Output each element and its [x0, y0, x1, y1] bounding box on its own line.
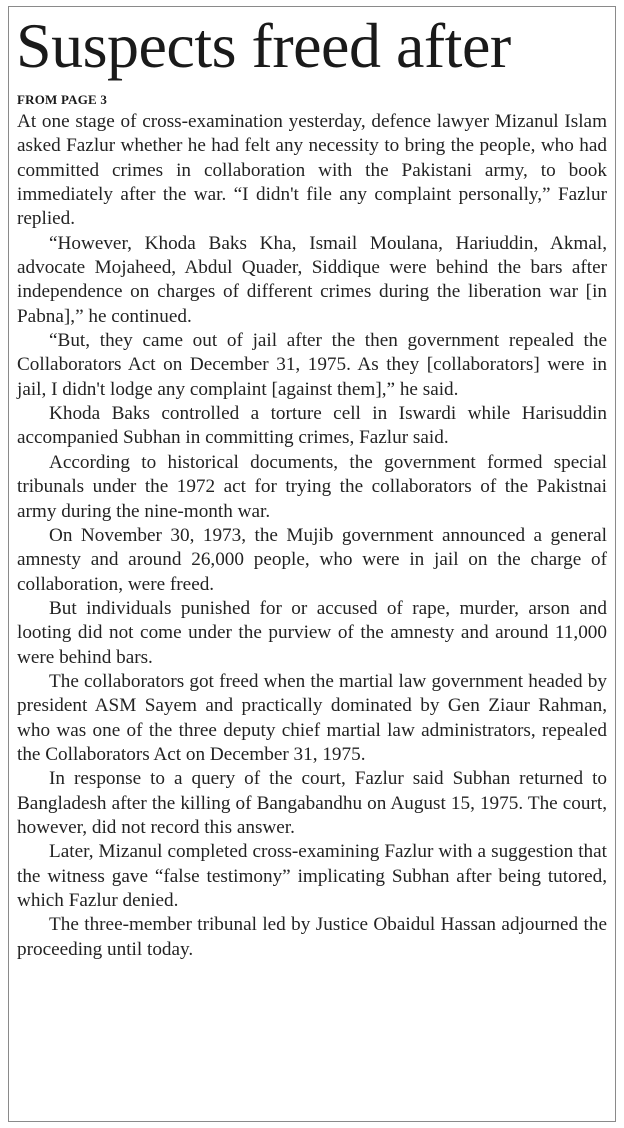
bottom-divider: [8, 1121, 616, 1122]
continued-from-label: FROM PAGE 3: [17, 92, 108, 107]
article-paragraph: But individuals punished for or accused of rape, murder, arson and looting did not come under the purview of the amnesty and around 11,000 were behind bars.: [17, 597, 607, 668]
article-body: [17, 110, 607, 962]
article-paragraph: The collaborators got freed when the martial law government headed by president ASM Sayem and practically dominated by Gen Ziaur Rahman, who was one of the three deputy chief martial law administrators, repealed the Collaborators Act on December 31, 1975.: [17, 670, 607, 765]
article-paragraph: Later, Mizanul completed cross-examining Fazlur with a suggestion that the witness gave “false testimony” implicating Subhan after being tutored, which Fazlur denied.: [17, 841, 607, 911]
article-paragraph: On November 30, 1973, the Mujib government announced a general amnesty and around 26,000 people, who were in jail on the charge of collaboration, were freed.: [17, 524, 607, 595]
article-paragraph: Khoda Baks controlled a torture cell in Iswardi while Harisuddin accompanied Subhan in committing crimes, Fazlur said.: [17, 403, 607, 449]
article-paragraph: In response to a query of the court, Fazlur said Subhan returned to Bangladesh after the killing of Bangabandhu on August 15, 1975. The court, however, did not record this answer.: [17, 768, 607, 838]
article-paragraph: At one stage of cross-examination yesterday, defence lawyer Mizanul Islam asked Fazlur whether he had felt any necessity to bring the people, who had committed crimes in collaboration with the Pakistani army, to book immediately after the war. “I didn't file any complaint personally,” Fazlur replied.: [17, 111, 607, 230]
article-paragraph: “But, they came out of jail after the then government repealed the Collaborators Act on December 31, 1975. As they [collaborators] were in jail, I didn't lodge any complaint [against them],” he said.: [17, 330, 607, 400]
article-paragraph: According to historical documents, the government formed special tribunals under the 1972 act for trying the collaborators of the Pakistnai army during the nine-month war.: [17, 451, 607, 522]
article-paragraph: “However, Khoda Baks Kha, Ismail Moulana, Hariuddin, Akmal, advocate Mojaheed, Abdul Quader, Siddique were behind the bars after independence on charges of different crimes during the liberation war [in Pabna],” he continued.: [17, 232, 607, 327]
article-headline: Suspects freed after: [16, 10, 511, 81]
article-paragraph: The three-member tribunal led by Justice Obaidul Hassan adjourned the proceeding until today.: [17, 914, 607, 960]
